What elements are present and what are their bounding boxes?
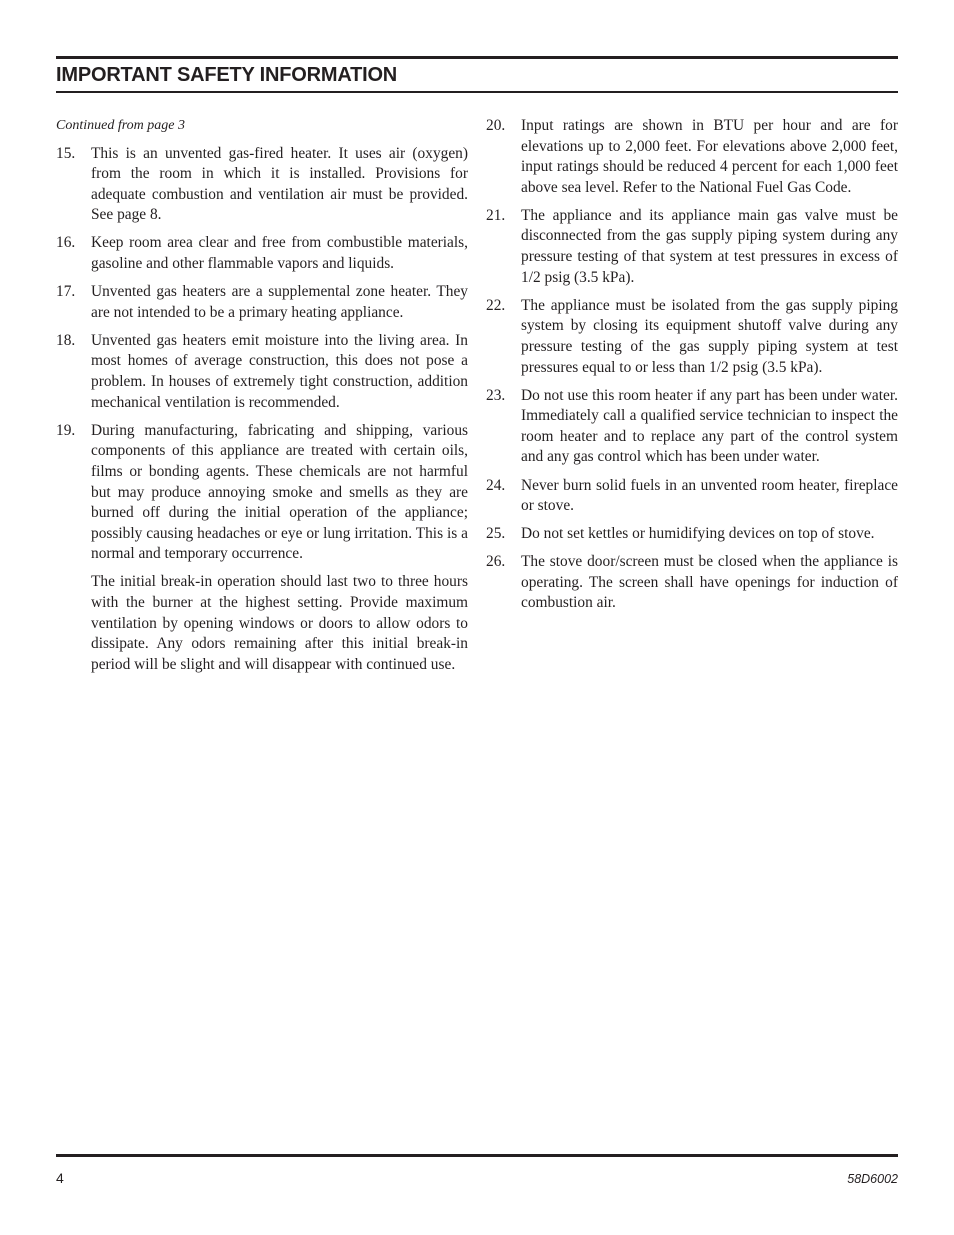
left-column: [56, 116, 468, 682]
item-number: 18.: [56, 331, 76, 349]
section-title: IMPORTANT SAFETY INFORMATION: [56, 64, 398, 86]
list-item: [486, 476, 898, 517]
list-item: [56, 331, 468, 413]
item-number: 24.: [486, 476, 506, 494]
item-text: The appliance and its appliance main gas valve must be disconnected from the gas supply piping system during any pressure testing of that system at test pressures in excess of 1/2 psig (3.5 kPa).: [521, 206, 898, 286]
document-code: 58D6002: [847, 1172, 898, 1186]
item-text: Input ratings are shown in BTU per hour and are for elevations up to 2,000 feet. For elevations above 2,000 feet, input ratings should be reduced 4 percent for each 1,000 feet above sea level. Refer to the National Fuel Gas Code.: [521, 117, 898, 196]
list-item: [56, 421, 468, 565]
item-continuation-paragraph: The initial break-in operation should last two to three hours with the burner at the highest setting. Provide maximum ventilation by opening windows or doors to allow odors to dissipate. Any odors remaining after this initial break-in period will be slight and will disappear with continued use.: [91, 573, 468, 673]
item-text: The appliance must be isolated from the gas supply piping system by closing its equipment shutoff valve during any pressure testing of the gas supply piping system at test pressures equal to or less than 1/2 psig (3.5 kPa).: [521, 296, 898, 376]
list-item: [486, 552, 898, 614]
item-number: 15.: [56, 144, 76, 162]
item-number: 23.: [486, 386, 506, 404]
item-number: 22.: [486, 296, 506, 314]
item-text: Never burn solid fuels in an unvented room heater, fireplace or stove.: [521, 476, 898, 515]
item-text: Unvented gas heaters emit moisture into the living area. In most homes of average construction, this does not pose a problem. In houses of extremely tight construction, addition mechanical ventilation is recommended.: [91, 331, 468, 411]
item-number: 26.: [486, 553, 506, 571]
list-item: [486, 116, 898, 198]
item-text: During manufacturing, fabricating and shipping, various components of this appliance are treated with certain oils, films or bonding agents. These chemicals are not harmful but may produce annoying smoke and smells as they are burned off during the initial operation of the appliance; possibly causing headaches or eye or lung irritation. This is a normal and temporary occurrence.: [91, 421, 468, 563]
item-number: 20.: [486, 117, 506, 134]
item-text: This is an unvented gas-fired heater. It uses air (oxygen) from the room in which it is installed. Provisions for adequate combustion and ventilation air must be provided. See page 8.: [91, 144, 468, 224]
item-number: 21.: [486, 206, 506, 224]
item-number: 25.: [486, 525, 506, 543]
list-item: [486, 296, 898, 378]
item-text: The stove door/screen must be closed when the appliance is operating. The screen shall have openings for induction of combustion air.: [521, 553, 898, 612]
item-number: 17.: [56, 283, 76, 301]
list-item: [56, 282, 468, 323]
list-item: [56, 233, 468, 274]
page-number: 4: [56, 1170, 64, 1186]
item-text: Unvented gas heaters are a supplemental zone heater. They are not intended to be a primary heating appliance.: [91, 283, 468, 321]
continued-note: Continued from page 3: [56, 118, 185, 133]
item-text: Do not set kettles or humidifying devices on top of stove.: [521, 525, 875, 543]
header-bottom-rule: [56, 91, 898, 93]
header-top-rule: [56, 56, 898, 59]
list-item: [486, 524, 898, 545]
list-item: [486, 386, 898, 468]
item-text: Keep room area clear and free from combustible materials, gasoline and other flammable vapors and liquids.: [91, 234, 468, 273]
item-number: 19.: [56, 421, 76, 439]
footer-rule: [56, 1154, 898, 1157]
list-item: [486, 206, 898, 288]
item-number: 16.: [56, 234, 76, 252]
item-text: Do not use this room heater if any part has been under water. Immediately call a qualified service technician to inspect the room heater and to replace any part of the control system and any gas control which has been under water.: [521, 386, 898, 466]
list-item: [56, 144, 468, 226]
right-column: [486, 116, 898, 622]
